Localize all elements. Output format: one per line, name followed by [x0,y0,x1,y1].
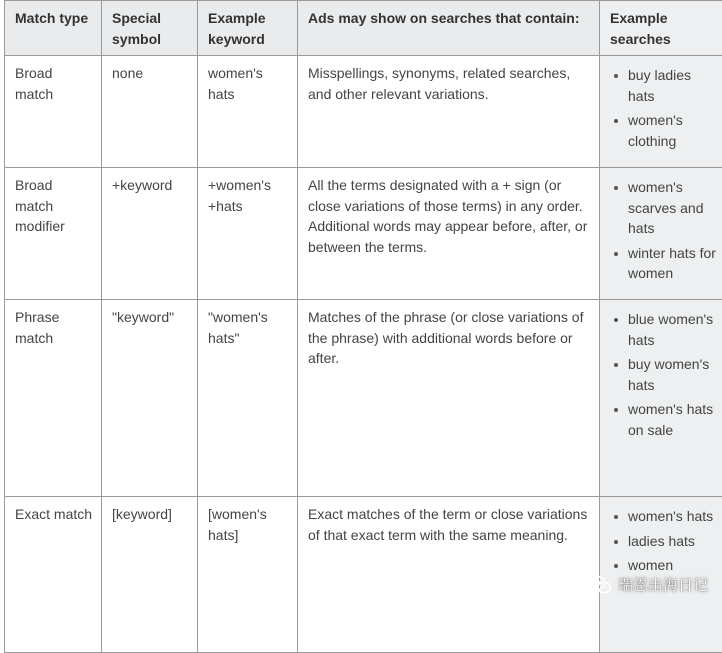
match-type-cell: Exact match [5,497,102,653]
header-ads-show: Ads may show on searches that contain: [298,1,600,56]
match-types-table [4,0,722,653]
header-special-symbol: Special symbol [102,1,198,56]
list-item: blue women's hats [612,309,716,350]
searches-cell [600,168,722,300]
keyword-cell: +women's +hats [198,168,298,300]
description-cell: Exact matches of the term or close variations of that exact term with the same meaning. [298,497,600,653]
list-item: women's clothing [612,110,716,151]
header-match-type: Match type [5,1,102,56]
searches-cell [600,300,722,497]
list-item: women [612,555,716,576]
description-cell: All the terms designated with a + sign (or close variations of those terms) in any order. Additional words may appear before, after, or between the terms. [298,168,600,300]
description-cell: Matches of the phrase (or close variations of the phrase) with additional words before or after. [298,300,600,497]
searches-cell [600,56,722,168]
header-example-searches: Example searches [600,1,722,56]
list-item: buy women's hats [612,354,716,395]
list-item: buy ladies hats [612,65,716,106]
list-item: winter hats for women [612,243,716,284]
keyword-cell: [women's hats] [198,497,298,653]
symbol-cell: +keyword [102,168,198,300]
search-list [612,309,716,440]
search-list [612,65,716,151]
list-item: women's hats [612,506,716,527]
table-header-row [5,1,722,56]
symbol-cell: "keyword" [102,300,198,497]
list-item: women's hats on sale [612,399,716,440]
search-list [612,506,716,576]
symbol-cell: [keyword] [102,497,198,653]
match-type-cell: Phrase match [5,300,102,497]
search-list [612,177,716,284]
wechat-icon [588,575,612,595]
keyword-cell: "women's hats" [198,300,298,497]
header-example-keyword: Example keyword [198,1,298,56]
list-item: women's scarves and hats [612,177,716,239]
table-row [5,56,722,168]
list-item: ladies hats [612,531,716,552]
symbol-cell: none [102,56,198,168]
description-cell: Misspellings, synonyms, related searches, and other relevant variations. [298,56,600,168]
keyword-cell: women's hats [198,56,298,168]
table-row [5,168,722,300]
watermark-text: 瑞恩出海日记 [618,574,708,595]
match-type-cell: Broad match modifier [5,168,102,300]
table-row [5,300,722,497]
match-type-cell: Broad match [5,56,102,168]
watermark [588,574,708,595]
